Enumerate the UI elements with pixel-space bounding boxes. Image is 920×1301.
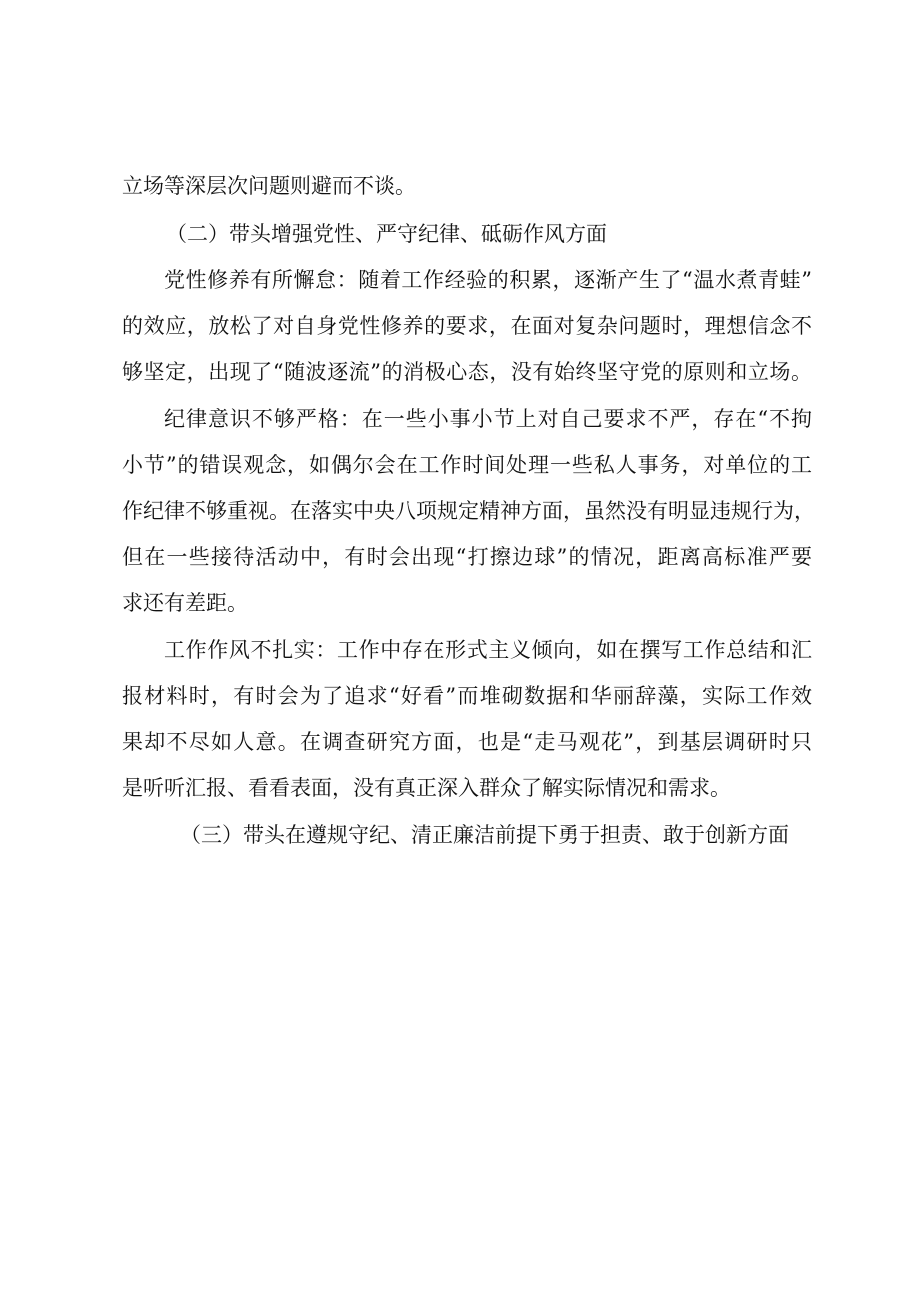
paragraph-line: 纪律意识不够严格：在一些小事小节上对自己要求不严，存在“不拘 bbox=[164, 407, 812, 431]
paragraph-line: 工作作风不扎实：工作中存在形式主义倾向，如在撰写工作总结和汇 bbox=[164, 638, 812, 662]
paragraph-line: 是听听汇报、看看表面，没有真正深入群众了解实际情况和需求。 bbox=[122, 776, 731, 800]
paragraph-line: 报材料时，有时会为了追求“好看”而堆砌数据和华丽辞藻，实际工作效 bbox=[122, 684, 812, 708]
paragraph-line: 作纪律不够重视。在落实中央八项规定精神方面，虽然没有明显违规行为， bbox=[122, 499, 815, 523]
paragraph-line: 的效应，放松了对自身党性修养的要求，在面对复杂问题时，理想信念不 bbox=[122, 314, 812, 338]
continuation-line: 立场等深层次问题则避而不谈。 bbox=[122, 174, 416, 198]
paragraph-line: 果却不尽如人意。在调查研究方面，也是“走马观花”，到基层调研时只 bbox=[122, 730, 812, 754]
paragraph-line: 求还有差距。 bbox=[122, 591, 248, 615]
section-heading-2: （二）带头增强党性、严守纪律、砥砺作风方面 bbox=[166, 222, 607, 246]
paragraph-line: 够坚定，出现了“随波逐流”的消极心态，没有始终坚守党的原则和立场。 bbox=[122, 360, 812, 384]
paragraph-line: 但在一些接待活动中，有时会出现“打擦边球”的情况，距离高标准严要 bbox=[122, 545, 812, 569]
paragraph-line: 小节”的错误观念，如偶尔会在工作时间处理一些私人事务，对单位的工 bbox=[122, 453, 812, 477]
paragraph-line: 党性修养有所懈怠：随着工作经验的积累，逐渐产生了“温水煮青蛙” bbox=[164, 268, 812, 292]
section-heading-3: （三）带头在遵规守纪、清正廉洁前提下勇于担责、敢于创新方面 bbox=[180, 823, 789, 847]
